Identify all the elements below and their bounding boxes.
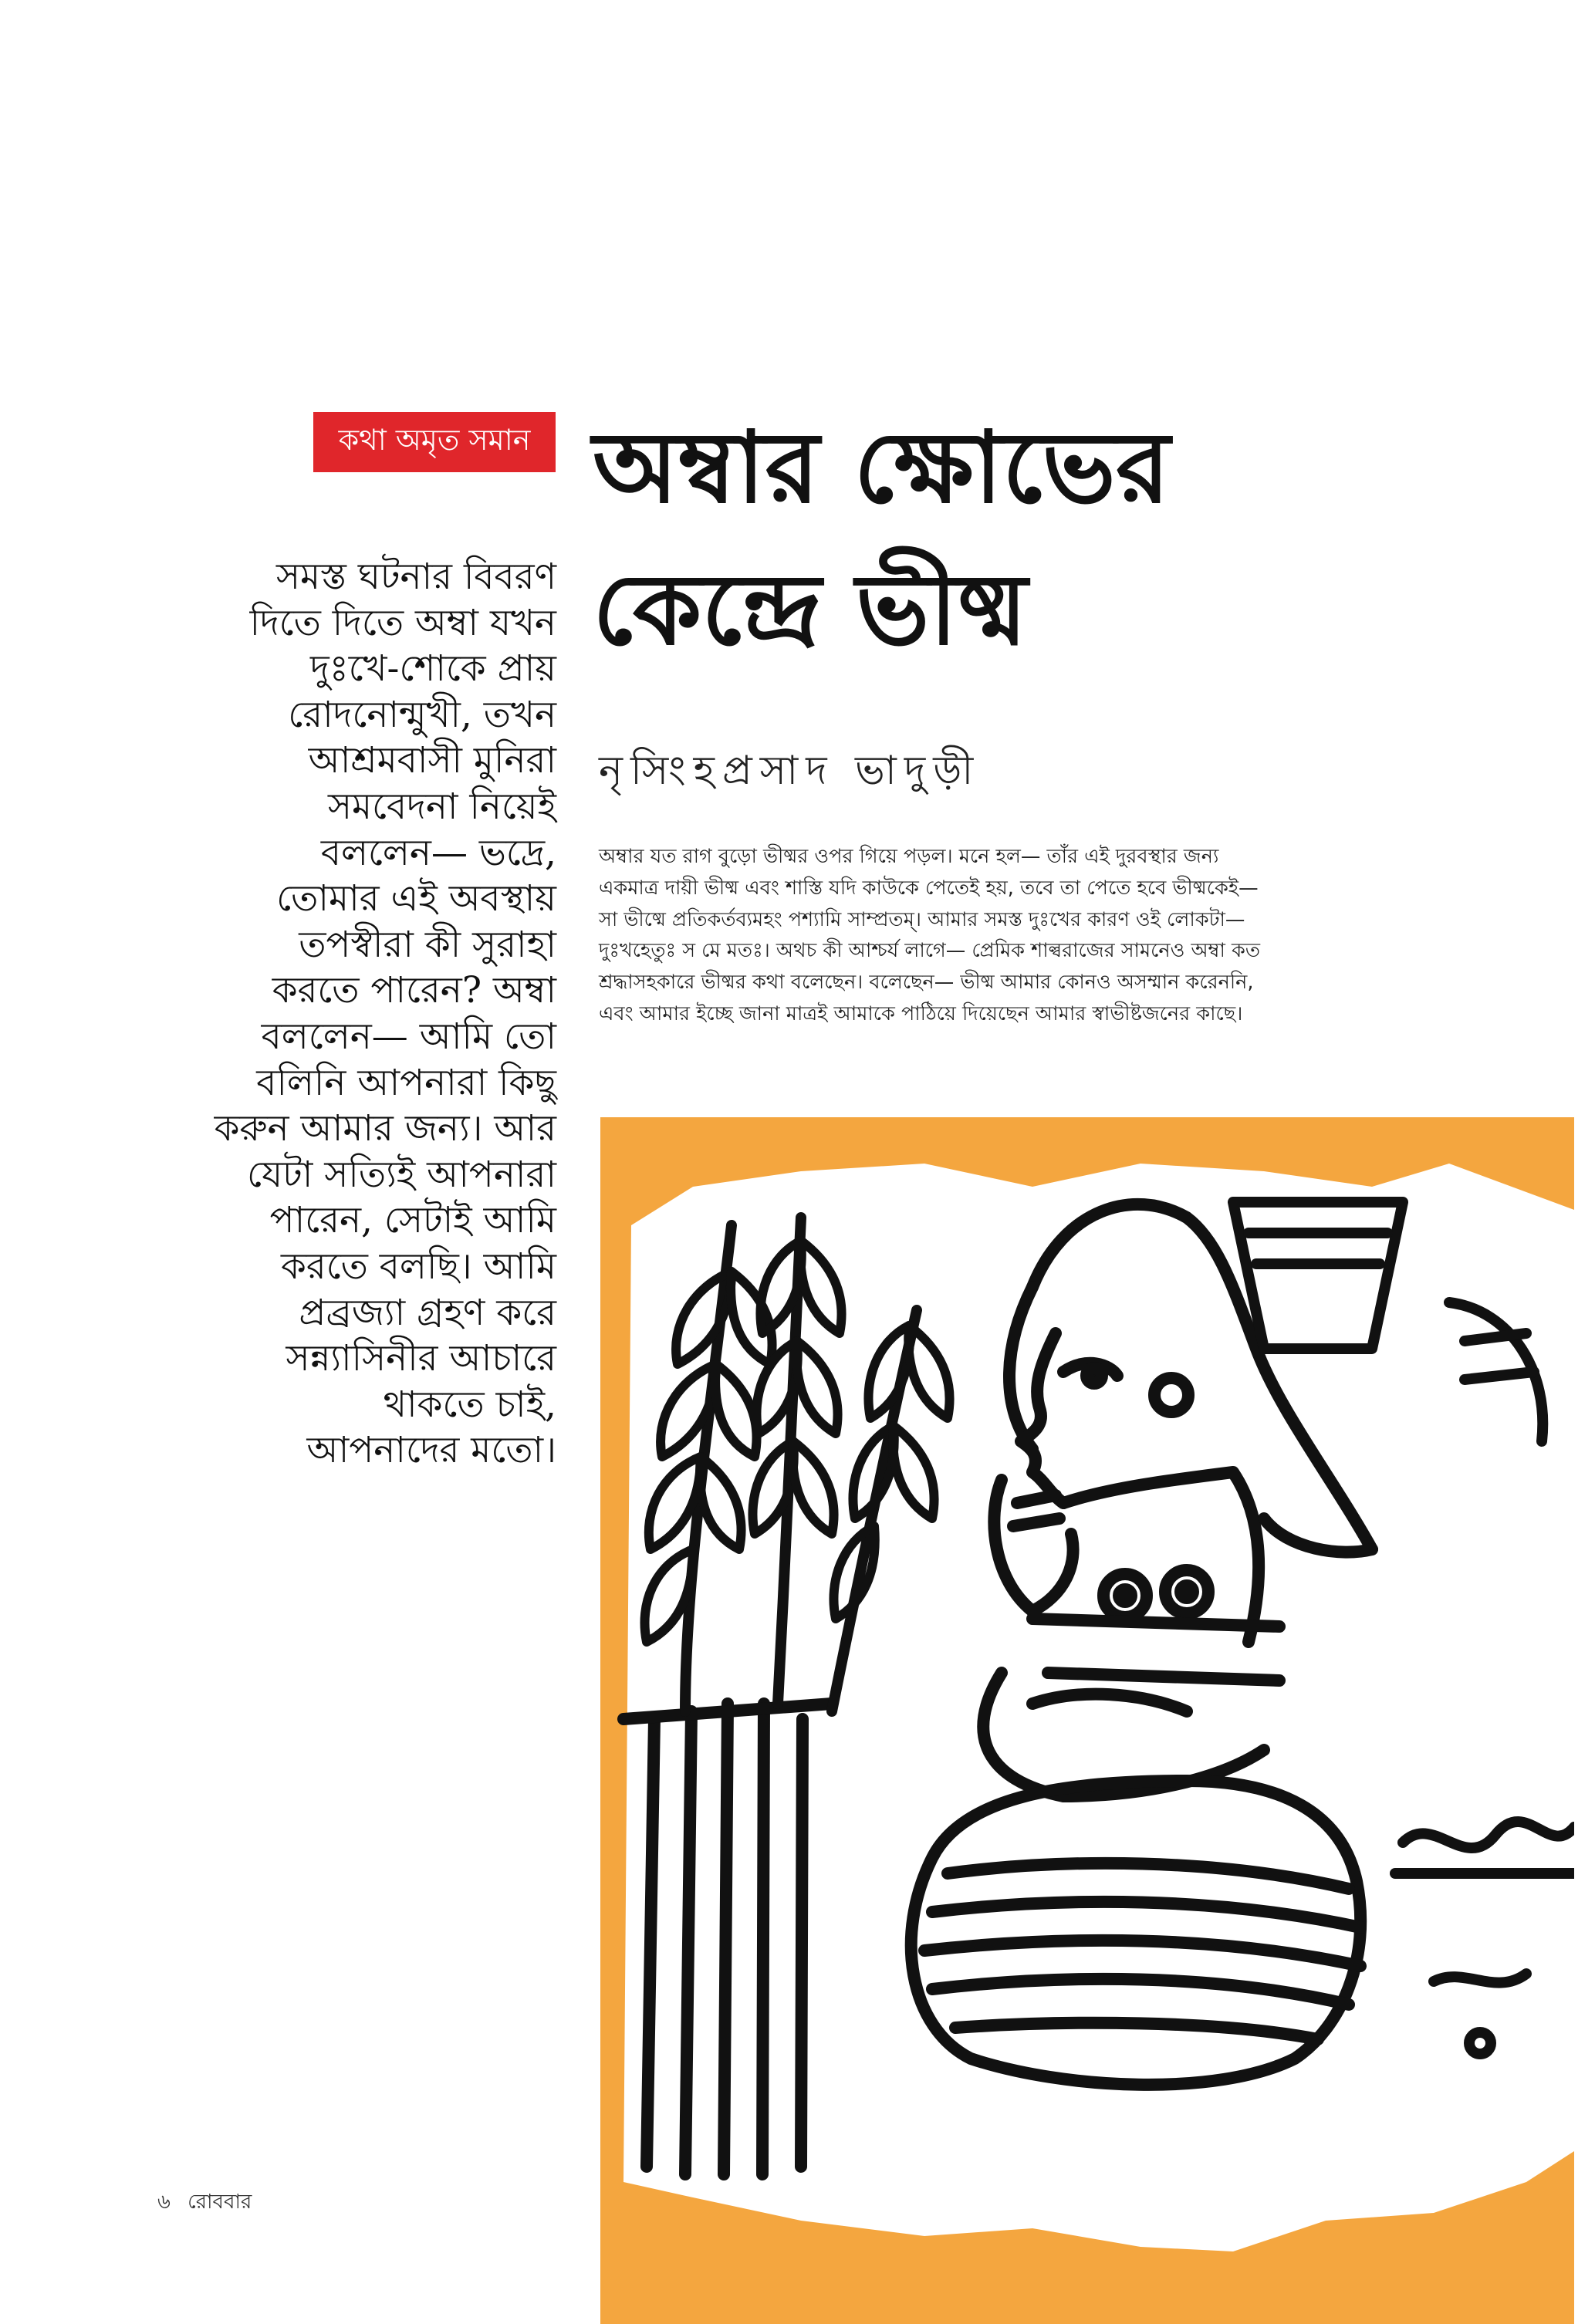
author-byline: নৃসিংহপ্রসাদ ভাদুড়ী — [599, 748, 982, 794]
pull-quote-line: তপস্বীরা কী সুরাহা — [299, 923, 556, 966]
pull-quote-line: বললেন— ভদ্রে, — [320, 831, 556, 874]
pull-quote-line: করুন আমার জন্য। আর — [214, 1107, 556, 1150]
intro-line: এবং আমার ইচ্ছে জানা মাত্রই আমাকে পাঠিয়ে দিয়েছেন আমার স্বাভীষ্টজনের কাছে। — [599, 1002, 1243, 1025]
headline — [593, 397, 1519, 681]
intro-line: একমাত্র দায়ী ভীষ্ম এবং শাস্তি যদি কাউকে পেতেই হয়, তবে তা পেতে হবে ভীষ্মকেই— — [599, 876, 1259, 900]
pull-quote-line: পারেন, সেটাই আমি — [269, 1199, 556, 1242]
intro-paragraph — [599, 841, 1563, 1030]
intro-line: শ্রদ্ধাসহকারে ভীষ্মর কথা বলেছেন। বলেছেন— ভীষ্ম আমার কোনও অসম্মান করেননি, — [599, 971, 1254, 995]
headline-line-2: কেন্দ্রে ভীষ্ম — [593, 552, 1028, 667]
illustration-woman-under-tree — [600, 1117, 1574, 2324]
pull-quote-line: তোমার এই অবস্থায় — [276, 877, 556, 920]
intro-line: সা ভীষ্মে প্রতিকর্তব্যমহং পশ্যামি সাম্প্রতম্‌। আমার সমস্ত দুঃখের কারণ ওই লোকটা— — [599, 907, 1245, 931]
pull-quote-line: সন্ন্যাসিনীর আচারে — [286, 1337, 556, 1380]
intro-line: অম্বার যত রাগ বুড়ো ভীষ্মর ওপর গিয়ে পড়ল। মনে হল— তাঁর এই দুরবস্থার জন্য — [599, 845, 1219, 868]
pull-quote-line: করতে বলছি। আমি — [280, 1245, 556, 1288]
intro-line: দুঃখহেতুঃ স মে মতঃ। অথচ কী আশ্চর্য লাগে— প্রেমিক শাল্বরাজের সামনেও অম্বা কত — [599, 939, 1261, 963]
pull-quote-line: রোদনোন্মুখী, তখন — [288, 693, 556, 736]
pull-quote-line: আপনাদের মতো। — [306, 1429, 556, 1472]
page-footer — [157, 2186, 262, 2220]
pull-quote-line: বললেন— আমি তো — [261, 1015, 556, 1058]
pull-quote-line: দিতে দিতে অম্বা যখন — [249, 601, 556, 644]
headline-line-1: অম্বার ক্ষোভের — [593, 410, 1171, 525]
pull-quote-line: বলিনি আপনারা কিছু — [256, 1061, 556, 1104]
pull-quote-line: যেটা সত্যিই আপনারা — [247, 1153, 556, 1196]
section-tag: কথা অমৃত সমান — [313, 412, 556, 472]
pull-quote-line: করতে পারেন? অম্বা — [272, 969, 556, 1012]
pull-quote-line: আশ্রমবাসী মুনিরা — [308, 739, 556, 782]
pull-quote-line: প্রব্রজ্যা গ্রহণ করে — [299, 1291, 556, 1334]
pull-quote-line: সমস্ত ঘটনার বিবরণ — [275, 556, 556, 598]
pull-quote — [78, 554, 556, 1474]
page-number: ৬ — [157, 2191, 171, 2214]
pull-quote-line: সমবেদনা নিয়েই — [327, 785, 556, 828]
pull-quote-line: দুঃখে-শোকে প্রায় — [310, 647, 556, 691]
publication-name: রোববার — [188, 2191, 252, 2214]
pull-quote-line: থাকতে চাই, — [383, 1383, 556, 1426]
